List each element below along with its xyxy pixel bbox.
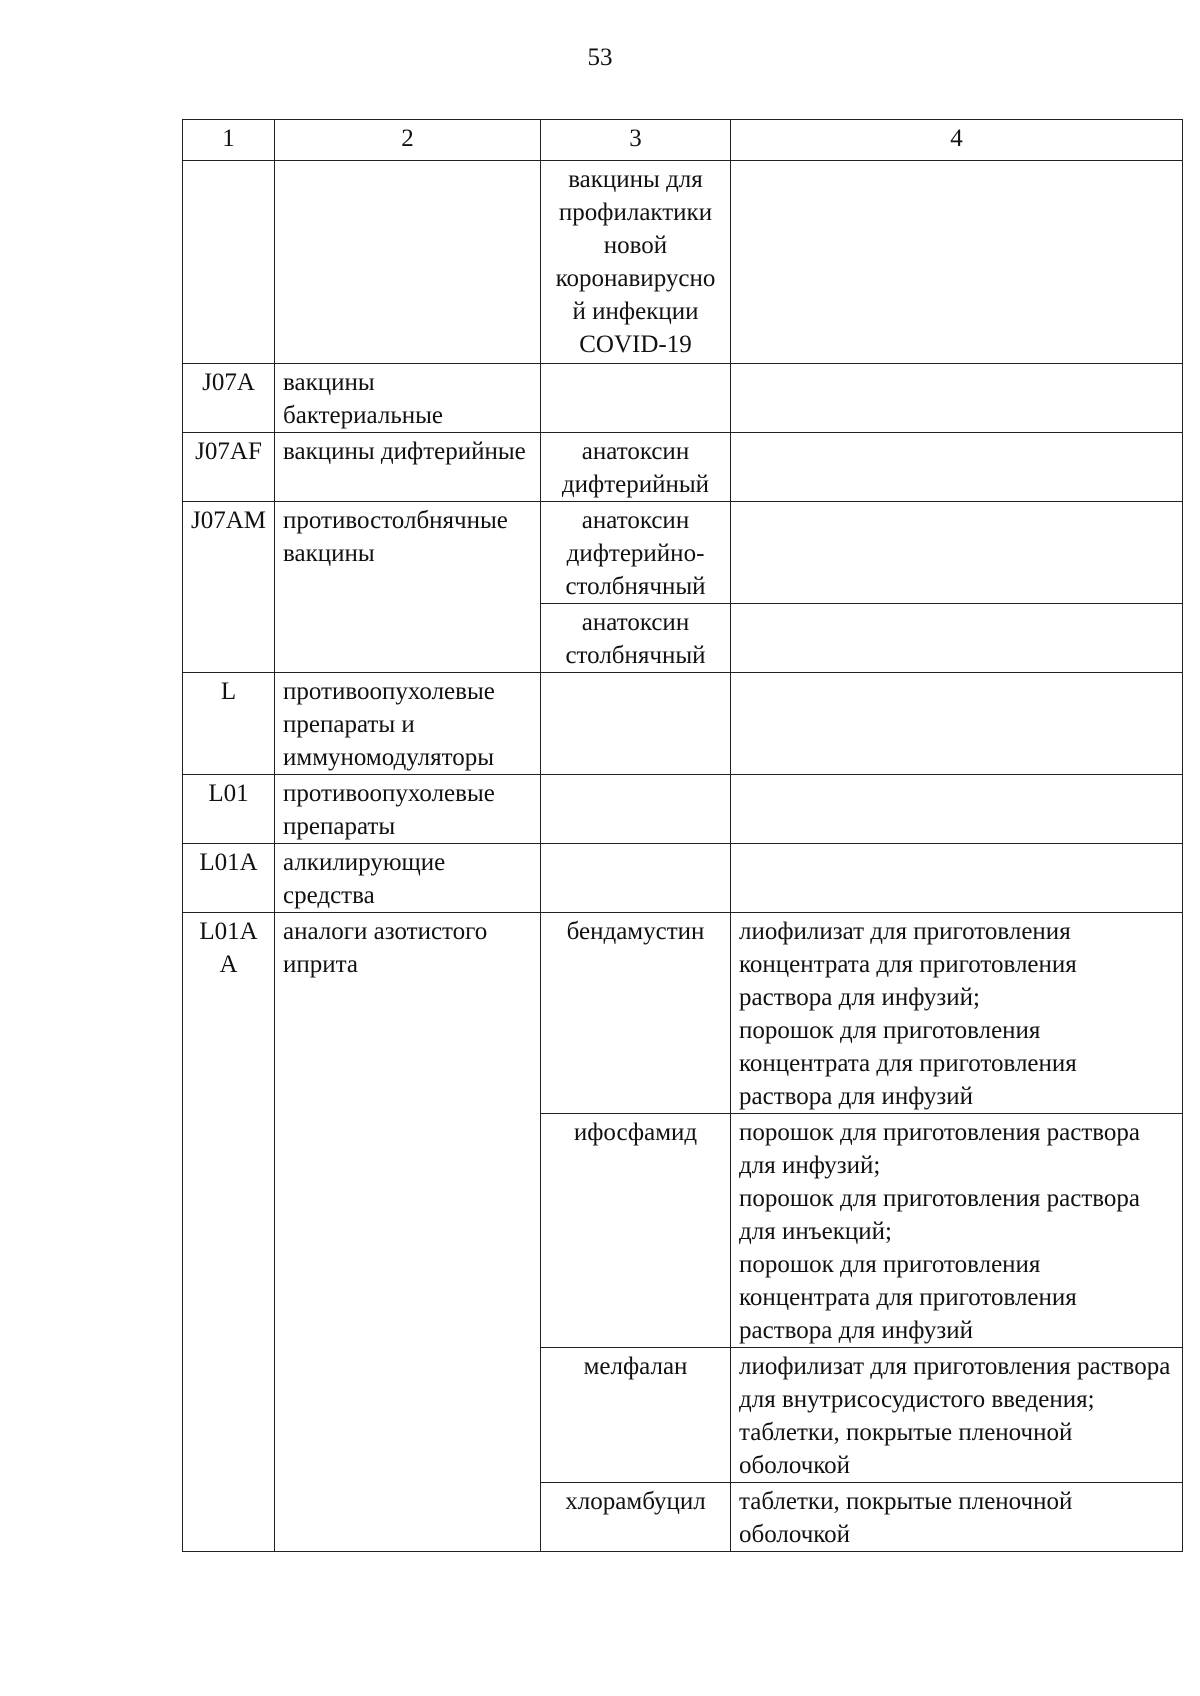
header-col-4: 4 — [731, 120, 1183, 161]
form-cell — [731, 161, 1183, 364]
group-cell: противоопухолевые препараты и иммуномодуляторы — [275, 673, 541, 775]
drug-cell: ифосфамид — [541, 1114, 731, 1348]
form-line: порошок для приготовления концентрата для приготовления раствора для инфузий — [739, 1251, 1077, 1344]
form-cell — [731, 1348, 1183, 1483]
table-row — [183, 775, 1183, 844]
drug-cell: анатоксин столбнячный — [541, 604, 731, 673]
form-line: порошок для приготовления раствора для инфузий; — [739, 1119, 1141, 1179]
code-cell: J07AM — [183, 502, 275, 673]
form-cell — [731, 502, 1183, 604]
code-cell: L01A — [183, 844, 275, 913]
group-cell: противостолбнячные вакцины — [275, 502, 541, 673]
code-cell: L01AA — [183, 913, 275, 1552]
code-cell: J07A — [183, 364, 275, 433]
drug-cell: анатоксин дифтерийно-столбнячный — [541, 502, 731, 604]
header-col-1: 1 — [183, 120, 275, 161]
group-cell: противоопухолевые препараты — [275, 775, 541, 844]
drug-cell — [541, 775, 731, 844]
table-row — [183, 844, 1183, 913]
table-row — [183, 364, 1183, 433]
drug-cell — [541, 673, 731, 775]
drug-cell — [541, 844, 731, 913]
table-row — [183, 161, 1183, 364]
form-cell — [731, 844, 1183, 913]
form-cell — [731, 673, 1183, 775]
form-line: таблетки, покрытые пленочной оболочкой — [739, 1488, 1073, 1548]
group-cell: вакцины дифтерийные — [275, 433, 541, 502]
drug-cell: вакцины для профилактики новой коронавирусной инфекции COVID-19 — [541, 161, 731, 364]
table-row — [183, 502, 1183, 604]
group-cell — [275, 161, 541, 364]
drug-cell: бендамустин — [541, 913, 731, 1114]
code-cell: L — [183, 673, 275, 775]
group-cell: аналоги азотистого иприта — [275, 913, 541, 1552]
form-cell — [731, 364, 1183, 433]
header-col-2: 2 — [275, 120, 541, 161]
code-cell — [183, 161, 275, 364]
code-cell: L01 — [183, 775, 275, 844]
form-line: порошок для приготовления концентрата для приготовления раствора для инфузий — [739, 1017, 1077, 1110]
form-line: лиофилизат для приготовления раствора для внутрисосудистого введения; — [739, 1353, 1171, 1413]
medication-table — [182, 119, 1183, 1552]
form-line: лиофилизат для приготовления концентрата для приготовления раствора для инфузий; — [739, 918, 1077, 1011]
drug-cell: хлорамбуцил — [541, 1483, 731, 1552]
drug-cell: мелфалан — [541, 1348, 731, 1483]
form-line: порошок для приготовления раствора для инъекций; — [739, 1185, 1141, 1245]
form-cell — [731, 1114, 1183, 1348]
form-cell — [731, 775, 1183, 844]
form-cell — [731, 433, 1183, 502]
code-cell: J07AF — [183, 433, 275, 502]
page-number: 53 — [587, 44, 613, 71]
form-cell — [731, 604, 1183, 673]
form-line: таблетки, покрытые пленочной оболочкой — [739, 1419, 1073, 1479]
table-row — [183, 913, 1183, 1114]
drug-cell — [541, 364, 731, 433]
group-cell: алкилирующие средства — [275, 844, 541, 913]
drug-cell: анатоксин дифтерийный — [541, 433, 731, 502]
header-row — [183, 120, 1183, 161]
header-col-3: 3 — [541, 120, 731, 161]
group-cell: вакцины бактериальные — [275, 364, 541, 433]
table-row — [183, 433, 1183, 502]
form-cell — [731, 913, 1183, 1114]
form-cell — [731, 1483, 1183, 1552]
table-row — [183, 673, 1183, 775]
